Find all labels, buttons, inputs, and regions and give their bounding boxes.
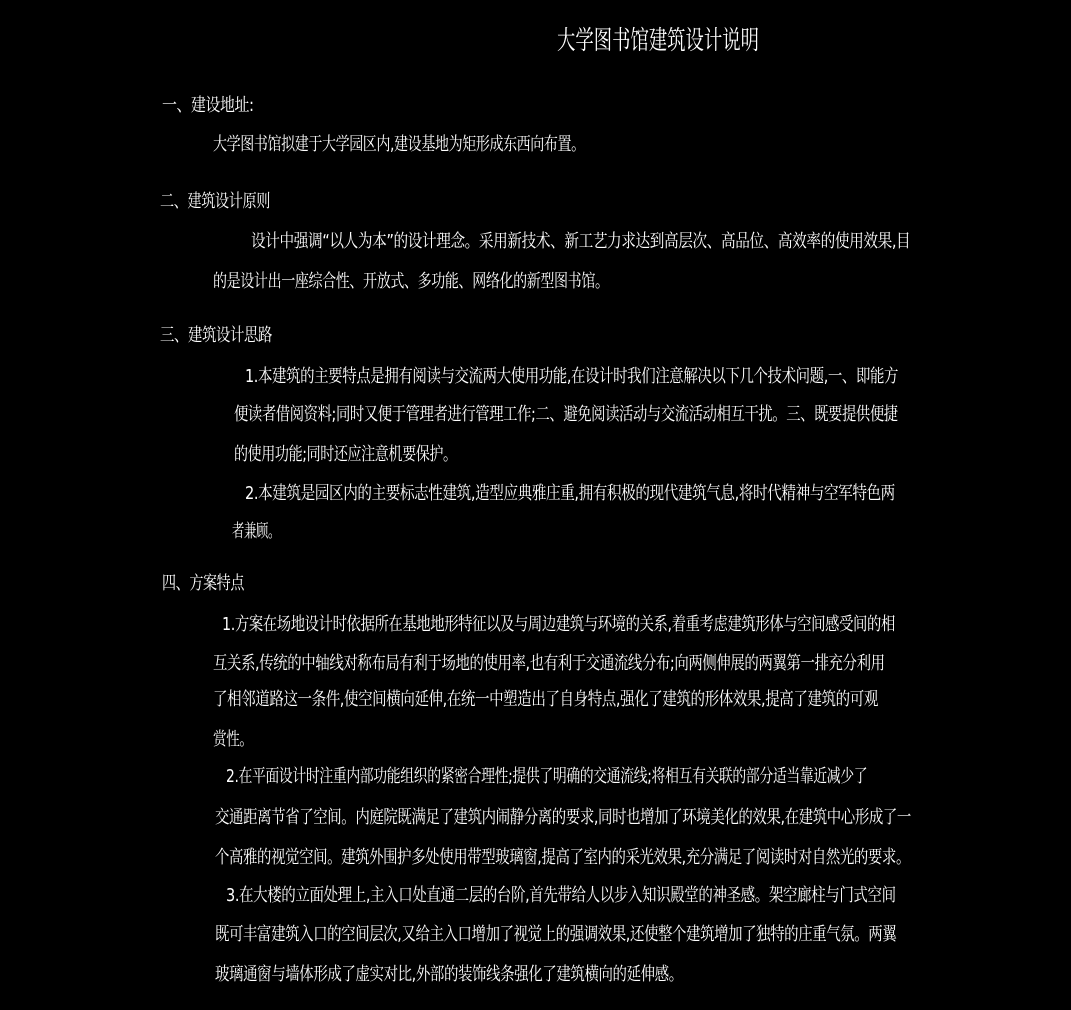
paragraph-line: 者兼顾。 bbox=[232, 521, 280, 542]
section-heading: 四、方案特点 bbox=[162, 573, 244, 594]
section-heading: 三、建筑设计思路 bbox=[160, 325, 272, 346]
paragraph-line: 3.在大楼的立面处理上,主入口处直通二层的台阶,首先带给人以步入知识殿堂的神圣感。架空廊柱与门式空间 bbox=[226, 885, 896, 906]
paragraph-line: 大学图书馆拟建于大学园区内,建设基地为矩形成东西向布置。 bbox=[213, 134, 585, 155]
paragraph-line: 赏性。 bbox=[213, 729, 253, 750]
paragraph-line: 1.本建筑的主要特点是拥有阅读与交流两大使用功能,在设计时我们注意解决以下几个技术问题,一、即能方 bbox=[245, 366, 899, 387]
paragraph-line: 既可丰富建筑入口的空间层次,又给主入口增加了视觉上的强调效果,还使整个建筑增加了独特的庄重气氛。两翼 bbox=[215, 924, 897, 945]
paragraph-line: 玻璃通窗与墙体形成了虚实对比,外部的装饰线条强化了建筑横向的延伸感。 bbox=[215, 964, 683, 985]
paragraph-line: 的使用功能;同时还应注意机要保护。 bbox=[234, 444, 457, 465]
paragraph-line: 便读者借阅资料;同时又便于管理者进行管理工作;二、避免阅读活动与交流活动相互干扰。三、既要提供便捷 bbox=[234, 404, 898, 425]
paragraph-line: 2.在平面设计时注重内部功能组织的紧密合理性;提供了明确的交通流线;将相互有关联的部分适当靠近减少了 bbox=[226, 766, 868, 787]
paragraph-line: 的是设计出一座综合性、开放式、多功能、网络化的新型图书馆。 bbox=[213, 271, 609, 292]
paragraph-line: 了相邻道路这一条件,使空间横向延伸,在统一中塑造出了自身特点,强化了建筑的形体效果,提高了建筑的可观 bbox=[213, 689, 878, 710]
paragraph-line: 1.方案在场地设计时依据所在基地地形特征以及与周边建筑与环境的关系,着重考虑建筑形体与空间感受间的相 bbox=[222, 614, 895, 635]
paragraph-line: 2.本建筑是园区内的主要标志性建筑,造型应典雅庄重,拥有积极的现代建筑气息,将时代精神与空军特色两 bbox=[245, 483, 895, 504]
page-title: 大学图书馆建筑设计说明 bbox=[557, 26, 760, 56]
section-heading: 一、建设地址: bbox=[162, 95, 254, 116]
paragraph-line: 个高雅的视觉空间。建筑外围护多处使用带型玻璃窗,提高了室内的采光效果,充分满足了阅读时对自然光的要求。 bbox=[215, 847, 910, 868]
paragraph-line: 交通距离节省了空间。内庭院既满足了建筑内闹静分离的要求,同时也增加了环境美化的效果,在建筑中心形成了一 bbox=[215, 807, 911, 828]
section-heading: 二、建筑设计原则 bbox=[160, 191, 270, 212]
paragraph-line: 互关系,传统的中轴线对称布局有利于场地的使用率,也有利于交通流线分布;向两侧伸展的两翼第一排充分利用 bbox=[213, 653, 885, 674]
paragraph-line: 设计中强调“以人为本”的设计理念。采用新技术、新工艺力求达到高层次、高品位、高效率的使用效果,目 bbox=[251, 231, 911, 252]
